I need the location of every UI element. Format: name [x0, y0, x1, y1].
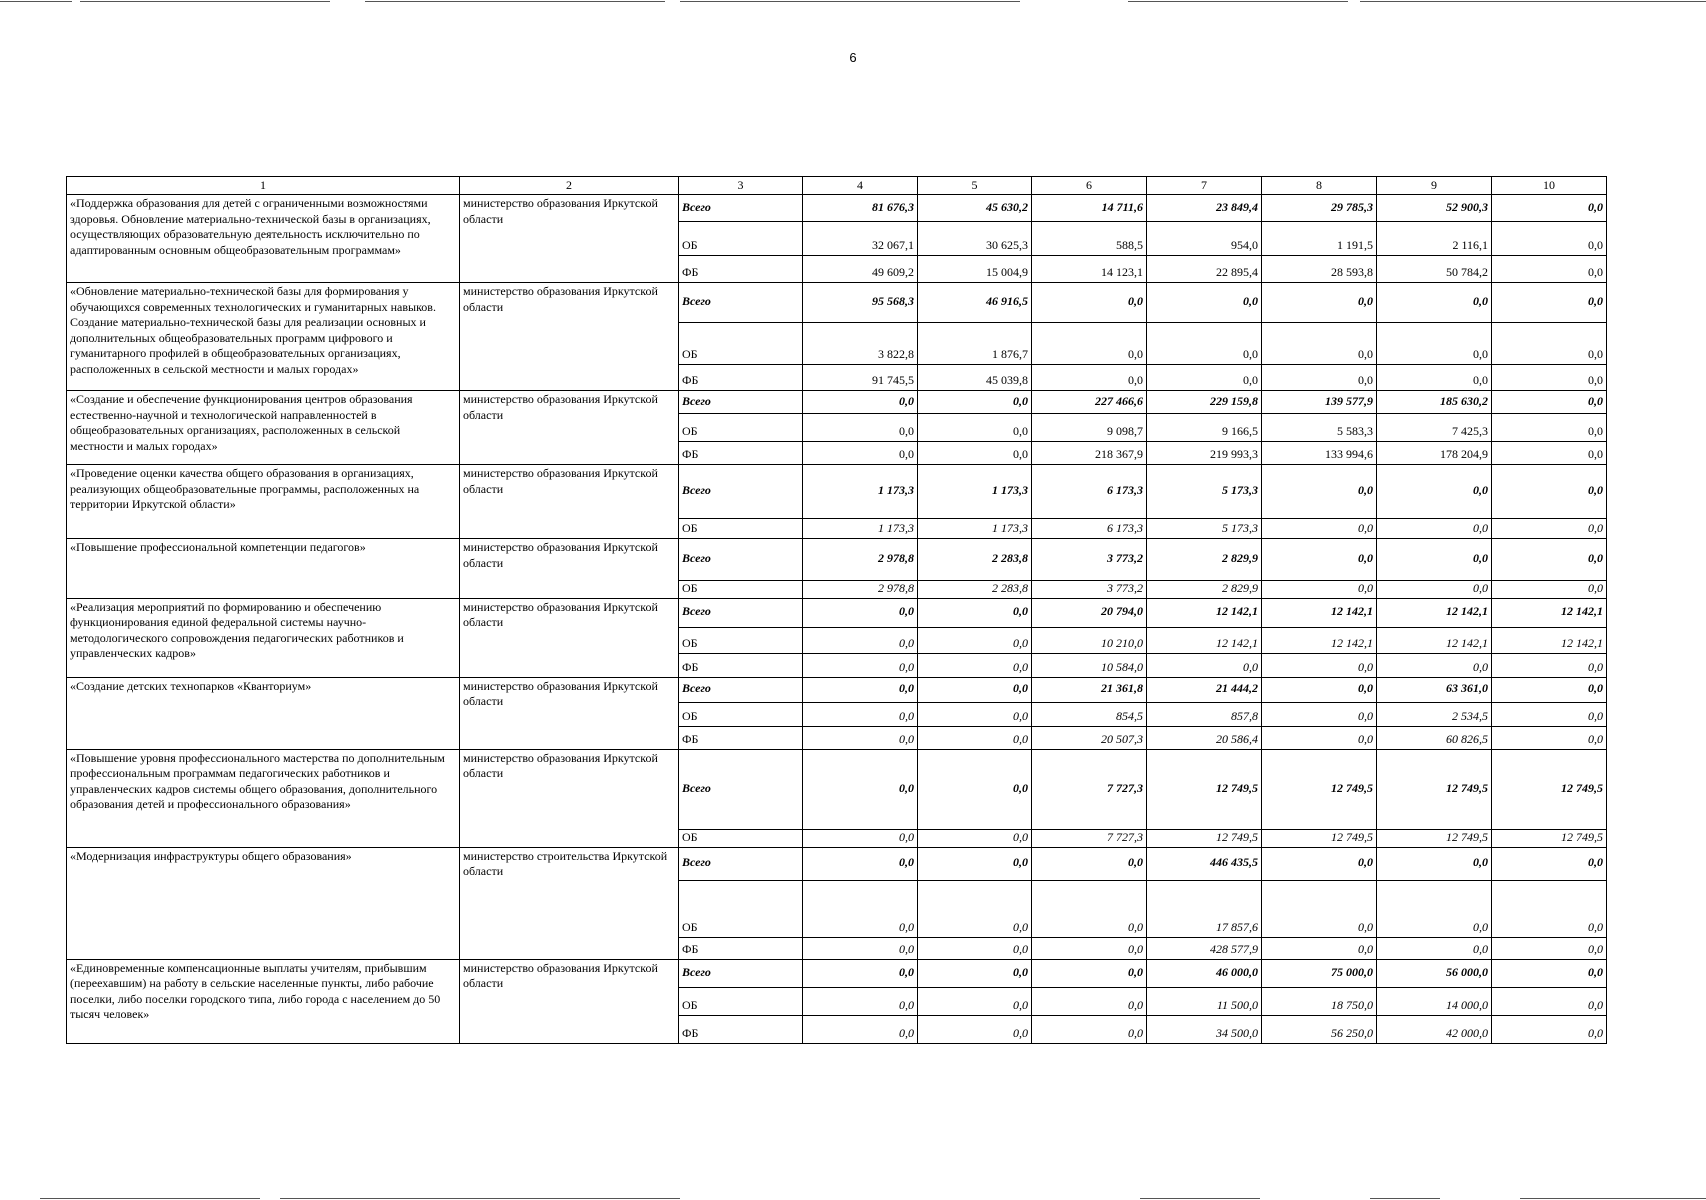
amount-cell: 12 749,5: [1492, 749, 1607, 829]
table-row-total: [67, 847, 1607, 880]
amount-cell: 0,0: [1377, 653, 1492, 677]
funding-source: ОБ: [679, 519, 803, 539]
amount-cell: 185 630,2: [1377, 391, 1492, 414]
table-row-total: [67, 598, 1607, 627]
amount-cell: 0,0: [918, 880, 1032, 937]
amount-cell: 0,0: [1377, 283, 1492, 323]
amount-cell: 0,0: [1492, 1015, 1607, 1043]
amount-cell: 0,0: [1492, 959, 1607, 987]
amount-cell: 854,5: [1032, 702, 1147, 726]
amount-cell: 0,0: [918, 653, 1032, 677]
amount-cell: 6 173,3: [1032, 465, 1147, 519]
funding-source: ОБ: [679, 627, 803, 653]
amount-cell: 0,0: [1492, 222, 1607, 256]
funding-source: Всего: [679, 391, 803, 414]
amount-cell: 0,0: [918, 627, 1032, 653]
amount-cell: 29 785,3: [1262, 195, 1377, 222]
amount-cell: 0,0: [1492, 442, 1607, 465]
amount-cell: 0,0: [1492, 391, 1607, 414]
funding-source: Всего: [679, 677, 803, 702]
amount-cell: 0,0: [918, 702, 1032, 726]
amount-cell: 0,0: [1492, 880, 1607, 937]
amount-cell: 56 250,0: [1262, 1015, 1377, 1043]
amount-cell: 0,0: [1032, 937, 1147, 959]
column-number-header: 6: [1032, 177, 1147, 195]
amount-cell: 0,0: [1032, 847, 1147, 880]
amount-cell: 2 978,8: [803, 539, 918, 581]
funding-source: ОБ: [679, 987, 803, 1015]
executor-cell: министерство образования Иркутской области: [460, 195, 679, 283]
scan-edge-line: [0, 1, 72, 2]
amount-cell: 50 784,2: [1377, 256, 1492, 283]
amount-cell: 2 116,1: [1377, 222, 1492, 256]
amount-cell: 1 173,3: [918, 465, 1032, 519]
amount-cell: 0,0: [803, 677, 918, 702]
amount-cell: 12 142,1: [1377, 627, 1492, 653]
amount-cell: 12 749,5: [1377, 749, 1492, 829]
table-row-total: [67, 391, 1607, 414]
amount-cell: 0,0: [1032, 323, 1147, 365]
funding-source: ФБ: [679, 256, 803, 283]
amount-cell: 10 584,0: [1032, 653, 1147, 677]
amount-cell: 0,0: [918, 598, 1032, 627]
activity-description: «Создание детских технопарков «Кванториум»: [67, 677, 460, 749]
amount-cell: 21 361,8: [1032, 677, 1147, 702]
amount-cell: 0,0: [1492, 937, 1607, 959]
amount-cell: 0,0: [1032, 1015, 1147, 1043]
amount-cell: 5 583,3: [1262, 414, 1377, 442]
executor-cell: министерство образования Иркутской области: [460, 749, 679, 847]
amount-cell: 0,0: [803, 414, 918, 442]
amount-cell: 12 142,1: [1262, 627, 1377, 653]
amount-cell: 12 749,5: [1377, 829, 1492, 847]
amount-cell: 0,0: [1377, 539, 1492, 581]
amount-cell: 0,0: [803, 959, 918, 987]
amount-cell: 20 794,0: [1032, 598, 1147, 627]
amount-cell: 0,0: [1262, 702, 1377, 726]
amount-cell: 6 173,3: [1032, 519, 1147, 539]
amount-cell: 1 173,3: [918, 519, 1032, 539]
amount-cell: 0,0: [1492, 702, 1607, 726]
column-number-header: 2: [460, 177, 679, 195]
amount-cell: 12 749,5: [1492, 829, 1607, 847]
amount-cell: 0,0: [1032, 283, 1147, 323]
amount-cell: 0,0: [1377, 880, 1492, 937]
amount-cell: 46 000,0: [1147, 959, 1262, 987]
amount-cell: 428 577,9: [1147, 937, 1262, 959]
scan-edge-line: [280, 1198, 680, 1199]
amount-cell: 0,0: [1492, 519, 1607, 539]
amount-cell: 0,0: [918, 847, 1032, 880]
amount-cell: 0,0: [803, 442, 918, 465]
amount-cell: 0,0: [1262, 465, 1377, 519]
amount-cell: 0,0: [1492, 539, 1607, 581]
amount-cell: 0,0: [803, 880, 918, 937]
amount-cell: 0,0: [803, 847, 918, 880]
amount-cell: 0,0: [1492, 256, 1607, 283]
amount-cell: 0,0: [803, 1015, 918, 1043]
funding-source: ОБ: [679, 880, 803, 937]
funding-source: ОБ: [679, 414, 803, 442]
scan-edge-line: [1140, 1198, 1260, 1199]
amount-cell: 81 676,3: [803, 195, 918, 222]
amount-cell: 0,0: [1377, 465, 1492, 519]
amount-cell: 0,0: [1147, 365, 1262, 391]
amount-cell: 0,0: [1262, 323, 1377, 365]
scan-edge-line: [680, 1, 1020, 2]
amount-cell: 1 191,5: [1262, 222, 1377, 256]
amount-cell: 14 000,0: [1377, 987, 1492, 1015]
table-row-total: [67, 749, 1607, 829]
header-row: [67, 177, 1607, 195]
amount-cell: 0,0: [1492, 465, 1607, 519]
amount-cell: 2 283,8: [918, 581, 1032, 599]
amount-cell: 0,0: [803, 702, 918, 726]
amount-cell: 12 142,1: [1492, 627, 1607, 653]
table-row-total: [67, 195, 1607, 222]
amount-cell: 95 568,3: [803, 283, 918, 323]
amount-cell: 0,0: [1492, 726, 1607, 749]
amount-cell: 3 822,8: [803, 323, 918, 365]
amount-cell: 0,0: [803, 987, 918, 1015]
funding-source: Всего: [679, 959, 803, 987]
amount-cell: 60 826,5: [1377, 726, 1492, 749]
column-number-header: 8: [1262, 177, 1377, 195]
activity-description: «Проведение оценки качества общего образования в организациях, реализующих общеобразовательные программы, расположенных на территории Иркутской области»: [67, 465, 460, 539]
amount-cell: 0,0: [1262, 847, 1377, 880]
amount-cell: 1 173,3: [803, 465, 918, 519]
amount-cell: 75 000,0: [1262, 959, 1377, 987]
activity-description: «Реализация мероприятий по формированию и обеспечению функционирования единой федеральной системы научно-методологического сопровождения педагогических работников и управленческих кадров»: [67, 598, 460, 677]
amount-cell: 10 210,0: [1032, 627, 1147, 653]
amount-cell: 446 435,5: [1147, 847, 1262, 880]
amount-cell: 45 630,2: [918, 195, 1032, 222]
amount-cell: 178 204,9: [1377, 442, 1492, 465]
amount-cell: 0,0: [918, 442, 1032, 465]
amount-cell: 7 425,3: [1377, 414, 1492, 442]
executor-cell: министерство образования Иркутской области: [460, 539, 679, 599]
amount-cell: 0,0: [1492, 653, 1607, 677]
table-row-total: [67, 283, 1607, 323]
amount-cell: 0,0: [918, 937, 1032, 959]
scan-edge-line: [80, 1, 330, 2]
amount-cell: 0,0: [1377, 847, 1492, 880]
funding-source: ОБ: [679, 581, 803, 599]
amount-cell: 0,0: [918, 959, 1032, 987]
amount-cell: 63 361,0: [1377, 677, 1492, 702]
amount-cell: 0,0: [1032, 987, 1147, 1015]
amount-cell: 139 577,9: [1262, 391, 1377, 414]
amount-cell: 23 849,4: [1147, 195, 1262, 222]
amount-cell: 0,0: [1032, 365, 1147, 391]
amount-cell: 219 993,3: [1147, 442, 1262, 465]
scan-edge-line: [1370, 1198, 1440, 1199]
scan-edge-line: [1128, 1, 1348, 2]
activity-description: «Единовременные компенсационные выплаты учителям, прибывшим (переехавшим) на работу в сельские населенные пункты, либо рабочие поселки, либо поселки городского типа, либо города с населением до 50 тысяч человек»: [67, 959, 460, 1043]
funding-source: Всего: [679, 465, 803, 519]
column-number-header: 5: [918, 177, 1032, 195]
amount-cell: 2 978,8: [803, 581, 918, 599]
amount-cell: 28 593,8: [1262, 256, 1377, 283]
amount-cell: 0,0: [918, 677, 1032, 702]
amount-cell: 0,0: [1147, 283, 1262, 323]
amount-cell: 22 895,4: [1147, 256, 1262, 283]
amount-cell: 0,0: [1492, 987, 1607, 1015]
amount-cell: 9 098,7: [1032, 414, 1147, 442]
amount-cell: 0,0: [918, 749, 1032, 829]
amount-cell: 0,0: [1377, 937, 1492, 959]
table-row-total: [67, 677, 1607, 702]
amount-cell: 12 749,5: [1262, 829, 1377, 847]
amount-cell: 5 173,3: [1147, 519, 1262, 539]
activity-description: «Модернизация инфраструктуры общего образования»: [67, 847, 460, 959]
executor-cell: министерство строительства Иркутской области: [460, 847, 679, 959]
amount-cell: 2 829,9: [1147, 581, 1262, 599]
funding-source: Всего: [679, 539, 803, 581]
page-number: 6: [849, 50, 857, 65]
amount-cell: 0,0: [918, 726, 1032, 749]
funding-source: ОБ: [679, 829, 803, 847]
amount-cell: 1 173,3: [803, 519, 918, 539]
amount-cell: 12 749,5: [1262, 749, 1377, 829]
amount-cell: 0,0: [1492, 195, 1607, 222]
amount-cell: 2 283,8: [918, 539, 1032, 581]
scan-edge-line: [1360, 1, 1706, 2]
amount-cell: 0,0: [1377, 519, 1492, 539]
funding-source: Всего: [679, 847, 803, 880]
amount-cell: 0,0: [1492, 365, 1607, 391]
amount-cell: 0,0: [803, 726, 918, 749]
amount-cell: 0,0: [1492, 581, 1607, 599]
amount-cell: 0,0: [1147, 323, 1262, 365]
executor-cell: министерство образования Иркутской области: [460, 677, 679, 749]
amount-cell: 0,0: [1262, 726, 1377, 749]
amount-cell: 12 749,5: [1147, 829, 1262, 847]
amount-cell: 9 166,5: [1147, 414, 1262, 442]
amount-cell: 11 500,0: [1147, 987, 1262, 1015]
amount-cell: 857,8: [1147, 702, 1262, 726]
amount-cell: 7 727,3: [1032, 749, 1147, 829]
amount-cell: 2 829,9: [1147, 539, 1262, 581]
amount-cell: 30 625,3: [918, 222, 1032, 256]
scan-edge-line: [40, 1198, 260, 1199]
amount-cell: 0,0: [1262, 283, 1377, 323]
amount-cell: 12 142,1: [1377, 598, 1492, 627]
amount-cell: 0,0: [1262, 581, 1377, 599]
amount-cell: 12 749,5: [1147, 749, 1262, 829]
amount-cell: 218 367,9: [1032, 442, 1147, 465]
amount-cell: 0,0: [803, 937, 918, 959]
amount-cell: 227 466,6: [1032, 391, 1147, 414]
executor-cell: министерство образования Иркутской области: [460, 465, 679, 539]
amount-cell: 0,0: [1492, 847, 1607, 880]
amount-cell: 0,0: [1262, 677, 1377, 702]
amount-cell: 0,0: [918, 391, 1032, 414]
column-number-header: 4: [803, 177, 918, 195]
table-row-total: [67, 465, 1607, 519]
amount-cell: 0,0: [918, 829, 1032, 847]
funding-source: ОБ: [679, 323, 803, 365]
table-row-total: [67, 959, 1607, 987]
amount-cell: 133 994,6: [1262, 442, 1377, 465]
table-row-total: [67, 539, 1607, 581]
funding-source: ОБ: [679, 222, 803, 256]
amount-cell: 2 534,5: [1377, 702, 1492, 726]
amount-cell: 45 039,8: [918, 365, 1032, 391]
activity-description: «Обновление материально-технической базы для формирования у обучающихся современных технологических и гуманитарных навыков. Создание материально-технической базы для реализации основных и дополнительных общеобразовательных программ цифрового и гуманитарного профилей в общеобразовательных организациях, расположенных в сельской местности и малых городах»: [67, 283, 460, 391]
amount-cell: 42 000,0: [1377, 1015, 1492, 1043]
amount-cell: 588,5: [1032, 222, 1147, 256]
amount-cell: 52 900,3: [1377, 195, 1492, 222]
funding-source: ФБ: [679, 1015, 803, 1043]
column-number-header: 1: [67, 177, 460, 195]
funding-source: Всего: [679, 749, 803, 829]
amount-cell: 0,0: [1492, 677, 1607, 702]
funding-source: ФБ: [679, 726, 803, 749]
amount-cell: 0,0: [918, 414, 1032, 442]
amount-cell: 954,0: [1147, 222, 1262, 256]
amount-cell: 229 159,8: [1147, 391, 1262, 414]
amount-cell: 46 916,5: [918, 283, 1032, 323]
funding-source: ФБ: [679, 442, 803, 465]
amount-cell: 0,0: [803, 627, 918, 653]
funding-source: ФБ: [679, 653, 803, 677]
amount-cell: 5 173,3: [1147, 465, 1262, 519]
amount-cell: 7 727,3: [1032, 829, 1147, 847]
activity-description: «Создание и обеспечение функционирования центров образования естественно-научной и технологической направленностей в общеобразовательных организациях, расположенных в сельской местности и малых городах»: [67, 391, 460, 465]
executor-cell: министерство образования Иркутской области: [460, 283, 679, 391]
amount-cell: 0,0: [803, 598, 918, 627]
amount-cell: 0,0: [1262, 519, 1377, 539]
amount-cell: 0,0: [803, 391, 918, 414]
column-number-header: 3: [679, 177, 803, 195]
scan-edge-line: [1520, 1198, 1706, 1199]
amount-cell: 0,0: [918, 1015, 1032, 1043]
funding-source: Всего: [679, 195, 803, 222]
amount-cell: 49 609,2: [803, 256, 918, 283]
funding-source: ФБ: [679, 937, 803, 959]
amount-cell: 0,0: [1262, 653, 1377, 677]
amount-cell: 0,0: [918, 987, 1032, 1015]
amount-cell: 0,0: [1032, 880, 1147, 937]
amount-cell: 20 507,3: [1032, 726, 1147, 749]
amount-cell: 0,0: [1032, 959, 1147, 987]
amount-cell: 0,0: [1262, 365, 1377, 391]
amount-cell: 14 711,6: [1032, 195, 1147, 222]
executor-cell: министерство образования Иркутской области: [460, 959, 679, 1043]
amount-cell: 0,0: [1377, 581, 1492, 599]
amount-cell: 56 000,0: [1377, 959, 1492, 987]
amount-cell: 0,0: [1147, 653, 1262, 677]
amount-cell: 91 745,5: [803, 365, 918, 391]
activity-description: «Повышение уровня профессионального мастерства по дополнительным профессиональным программам педагогических работников и управленческих кадров системы общего образования, дополнительного образования детей и профессионального образования»: [67, 749, 460, 847]
amount-cell: 1 876,7: [918, 323, 1032, 365]
amount-cell: 12 142,1: [1492, 598, 1607, 627]
amount-cell: 34 500,0: [1147, 1015, 1262, 1043]
executor-cell: министерство образования Иркутской области: [460, 391, 679, 465]
budget-table: [66, 176, 1607, 1044]
amount-cell: 0,0: [1492, 414, 1607, 442]
funding-source: Всего: [679, 598, 803, 627]
amount-cell: 14 123,1: [1032, 256, 1147, 283]
amount-cell: 17 857,6: [1147, 880, 1262, 937]
amount-cell: 0,0: [803, 829, 918, 847]
amount-cell: 21 444,2: [1147, 677, 1262, 702]
funding-source: ФБ: [679, 365, 803, 391]
amount-cell: 15 004,9: [918, 256, 1032, 283]
activity-description: «Поддержка образования для детей с ограниченными возможностями здоровья. Обновление материально-технической базы в организациях, осуществляющих образовательную деятельность исключительно по адаптированным основным общеобразовательным программам»: [67, 195, 460, 283]
column-number-header: 10: [1492, 177, 1607, 195]
funding-source: Всего: [679, 283, 803, 323]
column-number-header: 9: [1377, 177, 1492, 195]
amount-cell: 32 067,1: [803, 222, 918, 256]
amount-cell: 12 142,1: [1147, 598, 1262, 627]
amount-cell: 0,0: [1377, 323, 1492, 365]
amount-cell: 0,0: [1262, 880, 1377, 937]
funding-source: ОБ: [679, 702, 803, 726]
amount-cell: 18 750,0: [1262, 987, 1377, 1015]
amount-cell: 3 773,2: [1032, 539, 1147, 581]
executor-cell: министерство образования Иркутской области: [460, 598, 679, 677]
amount-cell: 0,0: [1377, 365, 1492, 391]
amount-cell: 0,0: [1492, 283, 1607, 323]
amount-cell: 0,0: [803, 749, 918, 829]
column-number-header: 7: [1147, 177, 1262, 195]
amount-cell: 12 142,1: [1147, 627, 1262, 653]
amount-cell: 0,0: [1492, 323, 1607, 365]
amount-cell: 12 142,1: [1262, 598, 1377, 627]
amount-cell: 0,0: [803, 653, 918, 677]
amount-cell: 0,0: [1262, 539, 1377, 581]
amount-cell: 0,0: [1262, 937, 1377, 959]
activity-description: «Повышение профессиональной компетенции педагогов»: [67, 539, 460, 599]
scan-edge-line: [365, 1, 665, 2]
amount-cell: 3 773,2: [1032, 581, 1147, 599]
amount-cell: 20 586,4: [1147, 726, 1262, 749]
